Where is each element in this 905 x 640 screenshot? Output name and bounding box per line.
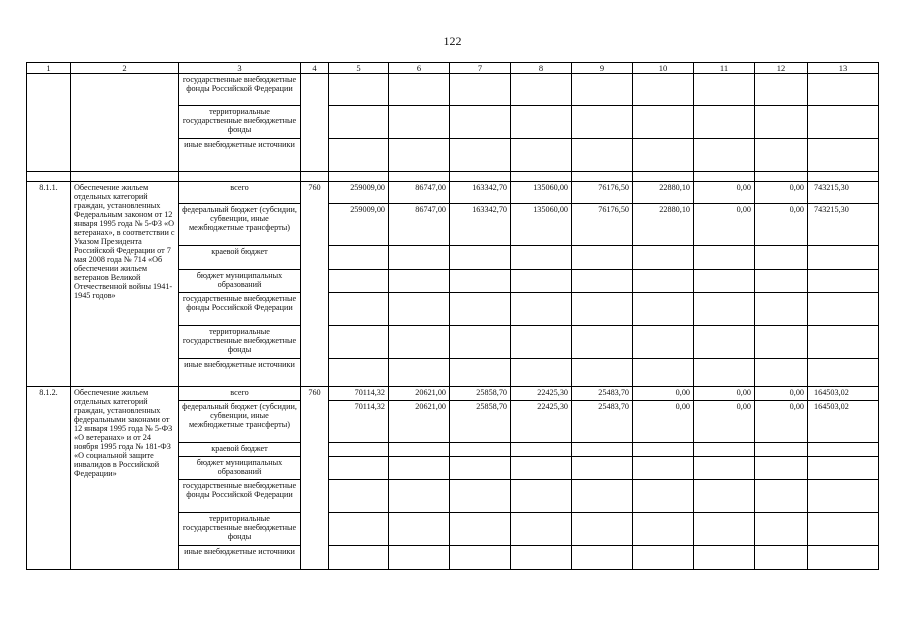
value-cell: [808, 443, 879, 457]
value-cell: 0,00: [694, 387, 755, 401]
funding-source-cell: бюджет муниципальных образований: [179, 457, 301, 480]
value-cell: [450, 326, 511, 359]
value-cell: [694, 106, 755, 139]
value-cell: 135060,00: [511, 182, 572, 204]
value-cell: [511, 457, 572, 480]
value-cell: [694, 139, 755, 172]
value-cell: [329, 546, 389, 570]
funding-source-cell: федеральный бюджет (субсидии, субвенции, иные межбюджетные трансферты): [179, 401, 301, 443]
value-cell: 25858,70: [450, 401, 511, 443]
value-cell: [389, 443, 450, 457]
value-cell: [450, 139, 511, 172]
value-cell: [450, 359, 511, 387]
value-cell: [633, 74, 694, 106]
value-cell: [329, 74, 389, 106]
value-cell: 22880,10: [633, 204, 694, 246]
item-number: 8.1.2.: [27, 387, 71, 570]
empty-cell: [808, 172, 879, 182]
empty-cell: [450, 172, 511, 182]
value-cell: [389, 293, 450, 326]
value-cell: [389, 457, 450, 480]
funding-source-cell: иные внебюджетные источники: [179, 359, 301, 387]
value-cell: [633, 246, 694, 270]
value-cell: [450, 293, 511, 326]
value-cell: [511, 326, 572, 359]
value-cell: [450, 546, 511, 570]
column-number-cell: 5: [329, 63, 389, 74]
value-cell: 164503,02: [808, 387, 879, 401]
value-cell: [389, 546, 450, 570]
value-cell: 0,00: [694, 182, 755, 204]
value-cell: 0,00: [755, 204, 808, 246]
value-cell: [389, 326, 450, 359]
value-cell: 164503,02: [808, 401, 879, 443]
value-cell: 76176,50: [572, 204, 633, 246]
value-cell: [633, 359, 694, 387]
value-cell: [633, 270, 694, 293]
value-cell: 20621,00: [389, 387, 450, 401]
column-number-cell: 2: [71, 63, 179, 74]
value-cell: [329, 106, 389, 139]
value-cell: 259009,00: [329, 182, 389, 204]
empty-cell: [389, 172, 450, 182]
value-cell: [755, 359, 808, 387]
table-row: [27, 74, 879, 106]
value-cell: [755, 443, 808, 457]
value-cell: [389, 106, 450, 139]
value-cell: [572, 513, 633, 546]
column-number-cell: 10: [633, 63, 694, 74]
column-number-row: [27, 63, 879, 74]
value-cell: [450, 457, 511, 480]
code-cell: 760: [301, 182, 329, 387]
value-cell: [572, 546, 633, 570]
value-cell: [808, 293, 879, 326]
value-cell: 163342,70: [450, 182, 511, 204]
value-cell: [450, 106, 511, 139]
column-number-cell: 12: [755, 63, 808, 74]
value-cell: [572, 74, 633, 106]
value-cell: [755, 246, 808, 270]
value-cell: [450, 513, 511, 546]
value-cell: [329, 139, 389, 172]
value-cell: [808, 106, 879, 139]
funding-source-cell: государственные внебюджетные фонды Российской Федерации: [179, 74, 301, 106]
value-cell: 76176,50: [572, 182, 633, 204]
value-cell: [329, 326, 389, 359]
funding-source-cell: иные внебюджетные источники: [179, 139, 301, 172]
value-cell: [694, 74, 755, 106]
value-cell: [511, 246, 572, 270]
value-cell: [511, 546, 572, 570]
value-cell: [389, 359, 450, 387]
empty-cell: [572, 172, 633, 182]
value-cell: [511, 443, 572, 457]
empty-cell: [755, 172, 808, 182]
table-row: [27, 387, 879, 401]
code-cell: 760: [301, 387, 329, 570]
value-cell: [633, 443, 694, 457]
value-cell: 0,00: [755, 182, 808, 204]
funding-source-cell: краевой бюджет: [179, 443, 301, 457]
value-cell: [808, 74, 879, 106]
item-title: Обеспечение жильем отдельных категорий граждан, установленных Федеральным законом от 12 января 1995 года № 5-ФЗ «О ветеранах», в соответствии с Указом Президента Российской Федерации от 7 мая 2008 года № 714 «Об обеспечении жильем ветеранов Великой Отечественной войны 1941-1945 годов»: [71, 182, 179, 387]
value-cell: [694, 457, 755, 480]
funding-source-cell: территориальные государственные внебюджетные фонды: [179, 326, 301, 359]
column-number-cell: 9: [572, 63, 633, 74]
empty-cell: [71, 172, 179, 182]
value-cell: [329, 293, 389, 326]
value-cell: [633, 546, 694, 570]
value-cell: [755, 546, 808, 570]
funding-source-cell: федеральный бюджет (субсидии, субвенции, иные межбюджетные трансферты): [179, 204, 301, 246]
value-cell: [633, 326, 694, 359]
value-cell: 743215,30: [808, 182, 879, 204]
value-cell: [572, 293, 633, 326]
value-cell: [572, 480, 633, 513]
empty-cell: [179, 172, 301, 182]
funding-source-cell: всего: [179, 182, 301, 204]
spacer-row: [27, 172, 879, 182]
value-cell: [450, 270, 511, 293]
value-cell: 25483,70: [572, 387, 633, 401]
value-cell: [329, 270, 389, 293]
value-cell: [572, 359, 633, 387]
empty-cell: [301, 74, 329, 172]
value-cell: [511, 480, 572, 513]
value-cell: [389, 513, 450, 546]
value-cell: [633, 480, 694, 513]
column-number-cell: 6: [389, 63, 450, 74]
empty-cell: [301, 172, 329, 182]
column-number-cell: 13: [808, 63, 879, 74]
value-cell: [389, 270, 450, 293]
value-cell: [389, 246, 450, 270]
column-number-cell: 11: [694, 63, 755, 74]
funding-source-cell: бюджет муниципальных образований: [179, 270, 301, 293]
value-cell: [511, 293, 572, 326]
column-number-cell: 4: [301, 63, 329, 74]
value-cell: 0,00: [755, 387, 808, 401]
value-cell: 25483,70: [572, 401, 633, 443]
value-cell: 0,00: [694, 401, 755, 443]
value-cell: 0,00: [633, 387, 694, 401]
value-cell: [755, 480, 808, 513]
value-cell: 86747,00: [389, 204, 450, 246]
value-cell: [694, 513, 755, 546]
funding-source-cell: всего: [179, 387, 301, 401]
value-cell: [572, 246, 633, 270]
value-cell: [755, 270, 808, 293]
value-cell: [389, 139, 450, 172]
empty-cell: [329, 172, 389, 182]
value-cell: [633, 293, 694, 326]
value-cell: [389, 74, 450, 106]
value-cell: [450, 443, 511, 457]
value-cell: [450, 480, 511, 513]
value-cell: 70114,32: [329, 387, 389, 401]
value-cell: [808, 139, 879, 172]
value-cell: 0,00: [633, 401, 694, 443]
value-cell: 20621,00: [389, 401, 450, 443]
value-cell: [572, 443, 633, 457]
empty-cell: [71, 74, 179, 172]
value-cell: [694, 443, 755, 457]
funding-source-cell: иные внебюджетные источники: [179, 546, 301, 570]
value-cell: [808, 359, 879, 387]
value-cell: [329, 457, 389, 480]
value-cell: [511, 139, 572, 172]
value-cell: 0,00: [694, 204, 755, 246]
value-cell: [755, 293, 808, 326]
value-cell: [511, 270, 572, 293]
value-cell: [633, 457, 694, 480]
column-number-cell: 8: [511, 63, 572, 74]
value-cell: [329, 359, 389, 387]
value-cell: [450, 246, 511, 270]
value-cell: 70114,32: [329, 401, 389, 443]
value-cell: [572, 139, 633, 172]
value-cell: 86747,00: [389, 182, 450, 204]
empty-cell: [27, 74, 71, 172]
value-cell: [511, 359, 572, 387]
value-cell: [808, 246, 879, 270]
value-cell: 135060,00: [511, 204, 572, 246]
value-cell: [572, 326, 633, 359]
value-cell: 22880,10: [633, 182, 694, 204]
value-cell: [389, 480, 450, 513]
value-cell: [694, 293, 755, 326]
value-cell: [511, 74, 572, 106]
value-cell: [694, 359, 755, 387]
value-cell: 743215,30: [808, 204, 879, 246]
value-cell: [755, 106, 808, 139]
value-cell: [808, 546, 879, 570]
funding-source-cell: территориальные государственные внебюджетные фонды: [179, 106, 301, 139]
empty-cell: [27, 172, 71, 182]
value-cell: [329, 246, 389, 270]
column-number-cell: 1: [27, 63, 71, 74]
value-cell: [808, 270, 879, 293]
value-cell: [755, 74, 808, 106]
funding-source-cell: государственные внебюджетные фонды Российской Федерации: [179, 293, 301, 326]
value-cell: [633, 513, 694, 546]
table-row: [27, 182, 879, 204]
funding-source-cell: государственные внебюджетные фонды Российской Федерации: [179, 480, 301, 513]
empty-cell: [694, 172, 755, 182]
funding-source-cell: территориальные государственные внебюджетные фонды: [179, 513, 301, 546]
empty-cell: [511, 172, 572, 182]
value-cell: [694, 546, 755, 570]
value-cell: [808, 457, 879, 480]
value-cell: 22425,30: [511, 387, 572, 401]
value-cell: [808, 513, 879, 546]
value-cell: [511, 106, 572, 139]
budget-table: [26, 62, 879, 570]
empty-cell: [633, 172, 694, 182]
value-cell: [694, 246, 755, 270]
value-cell: [572, 270, 633, 293]
value-cell: [755, 513, 808, 546]
value-cell: [633, 139, 694, 172]
value-cell: 259009,00: [329, 204, 389, 246]
value-cell: [572, 457, 633, 480]
value-cell: [450, 74, 511, 106]
value-cell: [633, 106, 694, 139]
value-cell: [511, 513, 572, 546]
value-cell: [694, 270, 755, 293]
value-cell: [572, 106, 633, 139]
item-title: Обеспечение жильем отдельных категорий граждан, установленных федеральными законами от 12 января 1995 года № 5-ФЗ «О ветеранах» и от 24 ноября 1995 года № 181-ФЗ «О социальной защите инвалидов в Российской Федерации»: [71, 387, 179, 570]
value-cell: 163342,70: [450, 204, 511, 246]
value-cell: [755, 326, 808, 359]
page-number: 122: [443, 34, 462, 48]
value-cell: [694, 326, 755, 359]
value-cell: [329, 513, 389, 546]
column-number-cell: 3: [179, 63, 301, 74]
value-cell: [755, 139, 808, 172]
column-number-cell: 7: [450, 63, 511, 74]
funding-source-cell: краевой бюджет: [179, 246, 301, 270]
item-number: 8.1.1.: [27, 182, 71, 387]
value-cell: [808, 326, 879, 359]
value-cell: [694, 480, 755, 513]
value-cell: 25858,70: [450, 387, 511, 401]
value-cell: 0,00: [755, 401, 808, 443]
value-cell: [329, 480, 389, 513]
value-cell: [808, 480, 879, 513]
value-cell: [755, 457, 808, 480]
value-cell: 22425,30: [511, 401, 572, 443]
value-cell: [329, 443, 389, 457]
